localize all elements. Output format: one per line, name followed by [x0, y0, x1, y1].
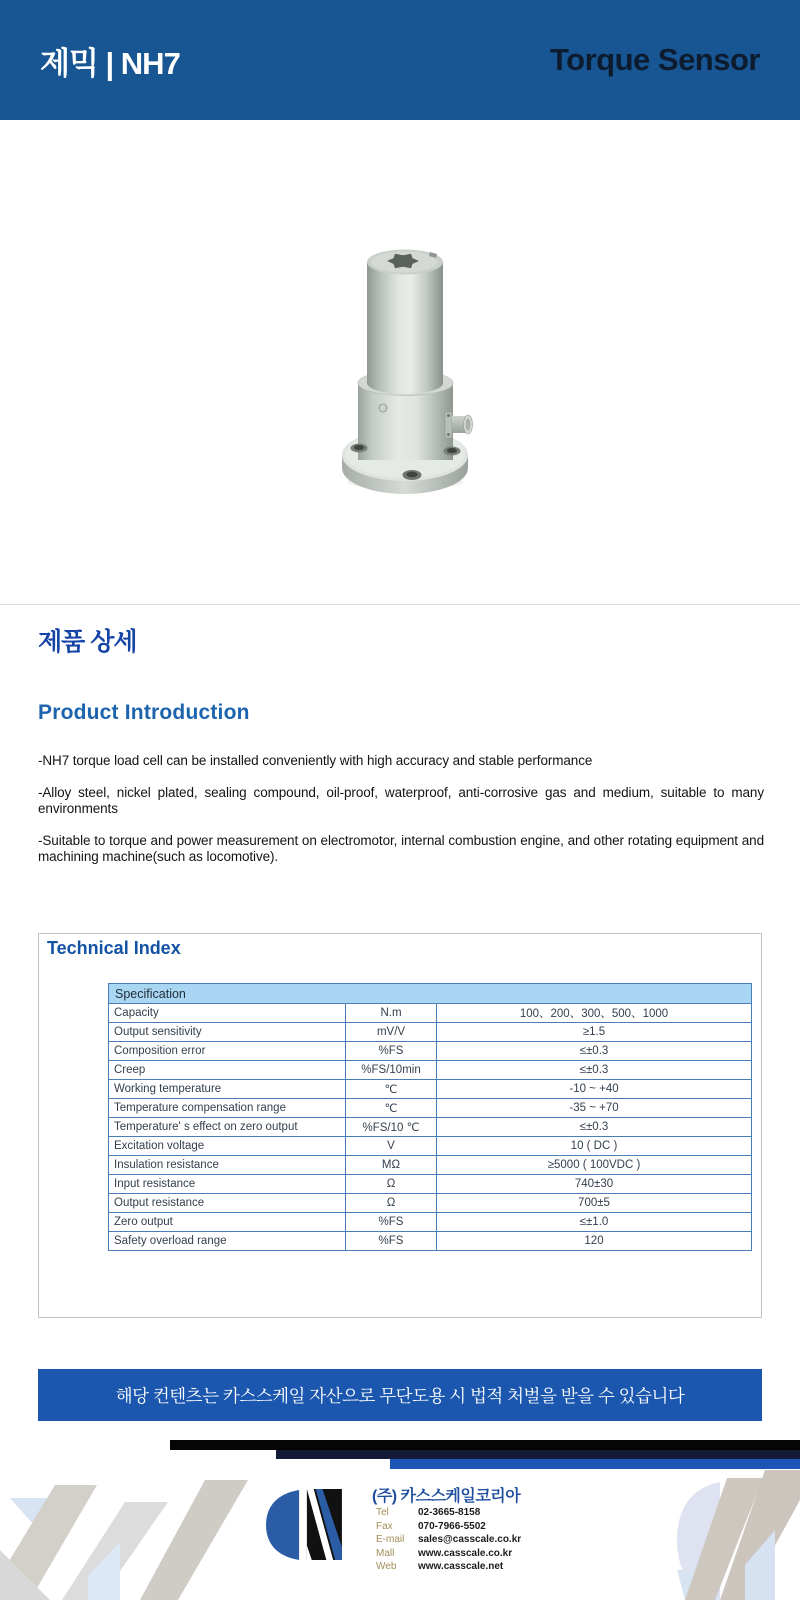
contact-row	[376, 1507, 521, 1518]
spec-cell-item: Capacity	[109, 1004, 346, 1023]
contact-row	[376, 1521, 521, 1532]
spec-cell-unit: %FS/10 ℃	[346, 1118, 437, 1137]
contact-value: www.casscale.net	[418, 1561, 504, 1573]
spec-cell-value: ≥5000 ( 100VDC )	[437, 1156, 752, 1175]
contact-label: Web	[376, 1561, 397, 1573]
intro-paragraph: -Suitable to torque and power measurement on electromotor, internal combustion engine, and other rotating equipment and machining machine(such as locomotive).	[38, 832, 764, 864]
watermark-logo-right	[615, 1470, 800, 1600]
technical-index-box	[38, 933, 762, 1318]
contact-row	[376, 1561, 521, 1572]
product-introduction-text	[38, 753, 764, 881]
contact-value: 02-3665-8158	[418, 1507, 481, 1518]
spec-cell-item: Insulation resistance	[109, 1156, 346, 1175]
spec-cell-value: -35 ~ +70	[437, 1099, 752, 1118]
spec-header-row	[109, 984, 752, 1004]
spec-cell-unit: %FS	[346, 1042, 437, 1061]
product-introduction-heading: Product Introduction	[38, 701, 250, 724]
spec-cell-item: Excitation voltage	[109, 1137, 346, 1156]
spec-cell-unit: %FS/10min	[346, 1061, 437, 1080]
specification-table	[108, 983, 752, 1251]
spec-cell-value: -10 ~ +40	[437, 1080, 752, 1099]
spec-cell-item: Zero output	[109, 1213, 346, 1232]
spec-row	[109, 1004, 752, 1023]
copyright-banner	[38, 1369, 762, 1421]
spec-cell-unit: ℃	[346, 1080, 437, 1099]
spec-table-header: Specification	[109, 984, 752, 1004]
spec-cell-value: 700±5	[437, 1194, 752, 1213]
spec-row	[109, 1213, 752, 1232]
spec-cell-unit: Ω	[346, 1194, 437, 1213]
contact-label: Tel	[376, 1507, 389, 1518]
product-photo-torque-sensor	[333, 242, 483, 494]
section-divider	[0, 604, 800, 605]
spec-row	[109, 1156, 752, 1175]
product-category-title: Torque Sensor	[550, 42, 760, 77]
technical-index-heading: Technical Index	[47, 938, 181, 958]
spec-cell-item: Temperature' s effect on zero output	[109, 1118, 346, 1137]
spec-cell-item: Input resistance	[109, 1175, 346, 1194]
brand-model-label: 제믹 | NH7	[40, 45, 180, 81]
footer-bar-navy	[276, 1450, 800, 1459]
spec-cell-unit: MΩ	[346, 1156, 437, 1175]
section-title-product-detail: 제품 상세	[38, 628, 137, 656]
spec-cell-item: Composition error	[109, 1042, 346, 1061]
company-name: (주) 카스스케일코리아	[372, 1488, 521, 1505]
spec-cell-value: ≤±0.3	[437, 1042, 752, 1061]
spec-table-body	[109, 1004, 752, 1251]
spec-cell-value: ≤±0.3	[437, 1118, 752, 1137]
spec-cell-unit: %FS	[346, 1232, 437, 1251]
spec-cell-value: 100、200、300、500、1000	[437, 1004, 752, 1023]
spec-row	[109, 1232, 752, 1251]
spec-cell-item: Output resistance	[109, 1194, 346, 1213]
spec-cell-item: Temperature compensation range	[109, 1099, 346, 1118]
spec-row	[109, 1137, 752, 1156]
spec-cell-unit: N.m	[346, 1004, 437, 1023]
contact-label: E-mail	[376, 1534, 405, 1546]
contact-value: 070-7966-5502	[418, 1520, 486, 1532]
spec-cell-unit: mV/V	[346, 1023, 437, 1042]
contact-info-list	[376, 1507, 521, 1575]
spec-cell-item: Working temperature	[109, 1080, 346, 1099]
spec-cell-value: 740±30	[437, 1175, 752, 1194]
spec-row	[109, 1118, 752, 1137]
spec-cell-unit: Ω	[346, 1175, 437, 1194]
spec-cell-item: Creep	[109, 1061, 346, 1080]
copyright-notice-text: 해당 컨텐츠는 카스스케일 자산으로 무단도용 시 법적 처벌을 받을 수 있습니다	[115, 1385, 685, 1406]
page-header	[0, 0, 800, 120]
contact-value: sales@casscale.co.kr	[418, 1534, 522, 1546]
spec-cell-value: ≤±0.3	[437, 1061, 752, 1080]
contact-row	[376, 1534, 521, 1545]
spec-cell-item: Safety overload range	[109, 1232, 346, 1251]
spec-cell-value: 120	[437, 1232, 752, 1251]
spec-cell-unit: V	[346, 1137, 437, 1156]
spec-row	[109, 1080, 752, 1099]
spec-row	[109, 1175, 752, 1194]
spec-row	[109, 1194, 752, 1213]
intro-paragraph: -Alloy steel, nickel plated, sealing compound, oil-proof, waterproof, anti-corrosive gas and medium, suitable to many environments	[38, 784, 764, 816]
contact-label: Mall	[376, 1547, 395, 1559]
company-logo	[264, 1489, 342, 1561]
spec-cell-unit: %FS	[346, 1213, 437, 1232]
spec-row	[109, 1023, 752, 1042]
contact-row	[376, 1548, 521, 1559]
spec-cell-unit: ℃	[346, 1099, 437, 1118]
footer-bar-black	[170, 1440, 800, 1450]
contact-value: www.casscale.co.kr	[418, 1547, 513, 1559]
footer-bar-blue	[390, 1459, 800, 1469]
contact-label: Fax	[376, 1520, 393, 1532]
spec-cell-value: ≤±1.0	[437, 1213, 752, 1232]
spec-cell-value: ≥1.5	[437, 1023, 752, 1042]
spec-row	[109, 1042, 752, 1061]
spec-row	[109, 1061, 752, 1080]
intro-paragraph: -NH7 torque load cell can be installed conveniently with high accuracy and stable performance	[38, 753, 593, 768]
spec-row	[109, 1099, 752, 1118]
spec-cell-item: Output sensitivity	[109, 1023, 346, 1042]
spec-cell-value: 10 ( DC )	[437, 1137, 752, 1156]
